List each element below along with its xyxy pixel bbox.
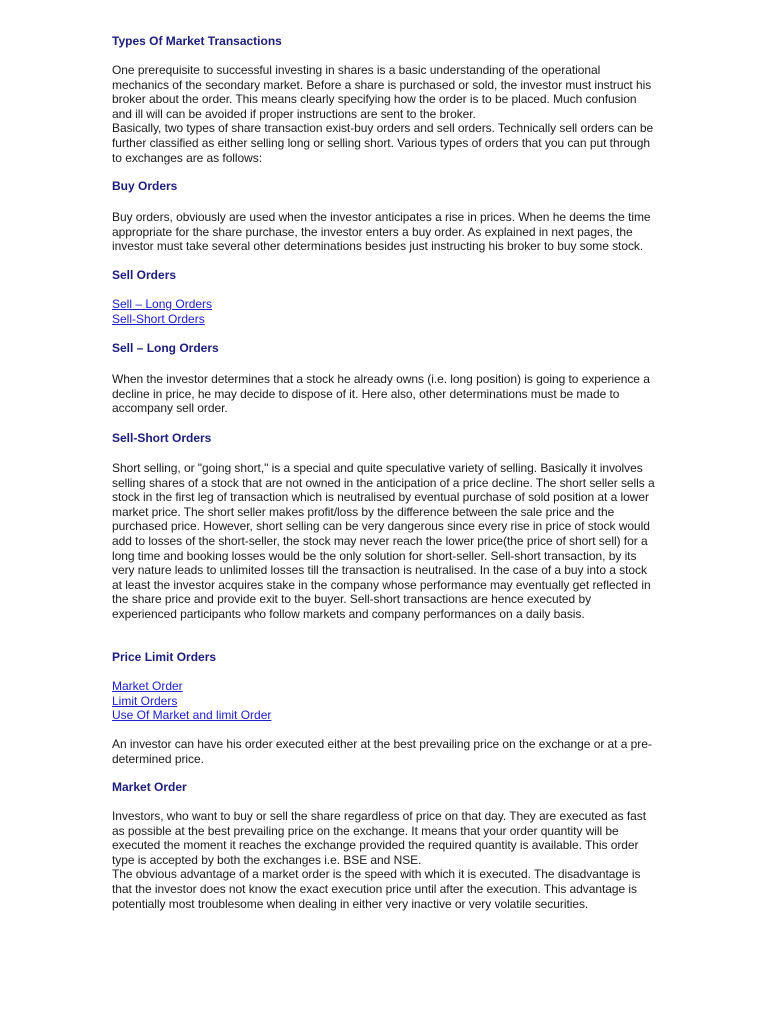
market-order-paragraph-2: The obvious advantage of a market order is the speed with which it is executed. The disadvantage is that the investor does not know the exact execution price until after the execution. This advantage is potentially most troublesome when dealing in either very inactive or very volatile securities. [112,867,641,911]
sell-orders-link-list [112,297,658,326]
limit-orders-link[interactable]: Limit Orders [112,693,178,708]
market-order-heading: Market Order [112,780,187,794]
intro-section [112,63,658,165]
buy-orders-heading: Buy Orders [112,179,178,193]
price-limit-heading: Price Limit Orders [112,650,217,664]
page-title: Types Of Market Transactions [112,34,282,48]
price-limit-link-list [112,679,658,723]
intro-paragraph-2: Basically, two types of share transaction exist-buy orders and sell orders. Technically sell orders can be further classified as either selling long or selling short. Various types of orders that you can put through to exchanges are as follows: [112,121,654,165]
buy-orders-text: Buy orders, obviously are used when the investor anticipates a rise in prices. When he deems the time appropriate for the share purchase, the investor enters a buy order. As explained in next pages, the investor must take several other determinations besides just instructing his broker to buy some stock. [112,210,651,254]
price-limit-text: An investor can have his order executed either at the best prevailing price on the exchange or at a pre-determined price. [112,737,652,766]
sell-orders-heading: Sell Orders [112,268,177,282]
sell-long-heading: Sell – Long Orders [112,341,219,355]
sell-long-text: When the investor determines that a stock he already owns (i.e. long position) is going to experience a decline in price, he may decide to dispose of it. Here also, other determinations must be made to accompany sell order. [112,372,650,416]
use-of-market-limit-order-link[interactable]: Use Of Market and limit Order [112,708,272,723]
sell-long-orders-link[interactable]: Sell – Long Orders [112,297,213,311]
sell-short-heading: Sell-Short Orders [112,431,212,445]
sell-short-orders-link[interactable]: Sell-Short Orders [112,311,205,326]
market-order-link[interactable]: Market Order [112,679,183,693]
market-order-paragraph-1: Investors, who want to buy or sell the share regardless of price on that day. They are executed as fast as possible at the best prevailing price on the exchange. It means that your order quantity will be executed the moment it reaches the exchange provided the required quantity is available. This order type is accepted by both the exchanges i.e. BSE and NSE. [112,809,647,867]
intro-paragraph-1: One prerequisite to successful investing in shares is a basic understanding of the operational mechanics of the secondary market. Before a share is purchased or sold, the investor must instruct his broker about the order. This means clearly specifying how the order is to be placed. Much confusion and ill will can be avoided if proper instructions are sent to the broker. [112,63,652,121]
sell-short-text: Short selling, or "going short," is a special and quite speculative variety of selling. Basically it involves selling shares of a stock that are not owned in the anticipation of a price decline. The short seller sells a stock in the first leg of transaction which is neutralised by eventual purchase of sold position at a lower market price. The short seller makes profit/loss by the difference between the sale price and the purchased price. However, short selling can be very dangerous since every rise in price of stock would add to losses of the short-seller, the stock may never reach the lower price(the price of short sell) for a long time and booking losses would be the only solution for short-seller. Sell-short transaction, by its very nature leads to unlimited losses till the transaction is neutralised. In the case of a buy into a stock at least the investor acquires stake in the company whose performance may eventually get reflected in the share price and provide exit to the buyer. Sell-short transactions are hence executed by experienced participants who follow markets and company performances on a daily basis. [112,461,655,621]
market-order-section [112,809,658,911]
